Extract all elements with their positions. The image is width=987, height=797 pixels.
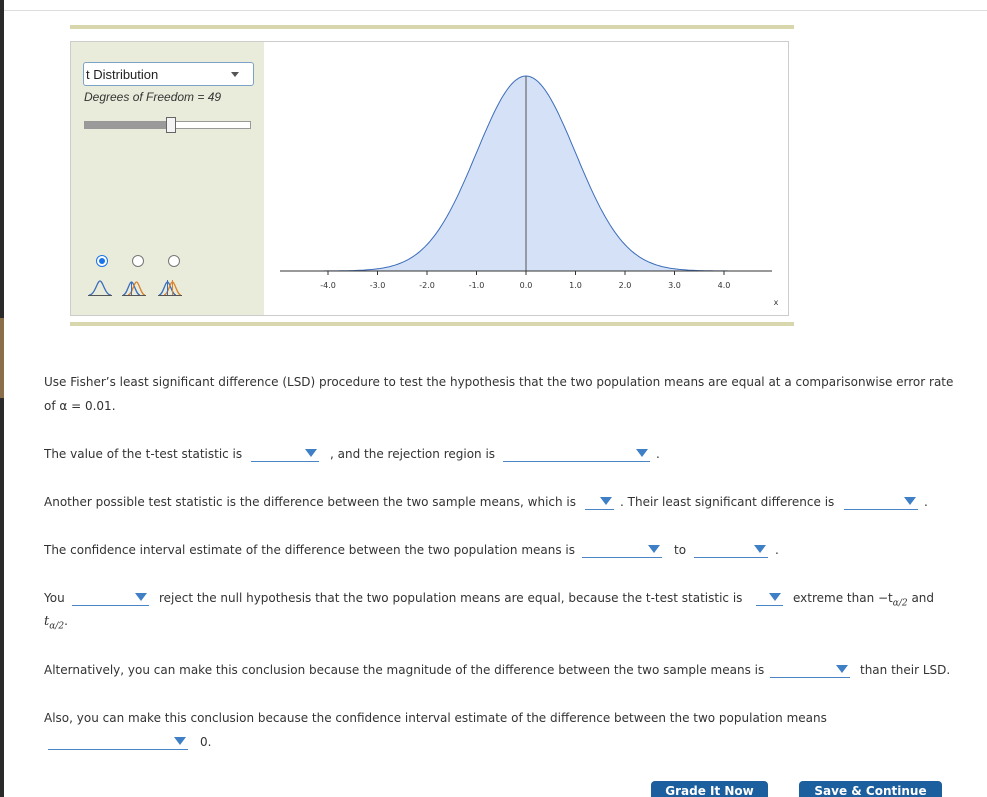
- single-curve-icon: [88, 279, 112, 297]
- more-less-extreme-dropdown[interactable]: [756, 590, 783, 606]
- confidence-interval-text: The confidence interval estimate of the difference between the two population means is: [44, 543, 576, 557]
- lsd-dropdown[interactable]: [844, 494, 918, 510]
- x-axis-ticks: [320, 271, 730, 290]
- dropdown-arrow-icon: [174, 737, 186, 745]
- reject-text: reject the null hypothesis that the two population means are equal, because the t-test statistic is: [159, 591, 743, 605]
- x-tick-label: -3.0: [369, 281, 386, 290]
- rejection-region-dropdown[interactable]: [503, 446, 650, 462]
- alternative-conclusion-text: Alternatively, you can make this conclusion because the magnitude of the difference between the two sample means is: [44, 663, 765, 677]
- applet-top-bar: [70, 25, 794, 29]
- ci-lower-dropdown[interactable]: [582, 542, 662, 558]
- applet-body: [70, 41, 789, 316]
- critical-value-text: [793, 591, 934, 608]
- mean-difference-text: Another possible test statistic is the difference between the two sample means, which is: [44, 495, 577, 509]
- slider-thumb[interactable]: [166, 117, 176, 133]
- degrees-of-freedom-slider[interactable]: [84, 121, 251, 129]
- period-text: .: [775, 543, 779, 557]
- to-text: to: [674, 543, 687, 557]
- dropdown-arrow-icon: [135, 593, 147, 601]
- period-text: .: [64, 614, 68, 628]
- t-stat-dropdown[interactable]: [251, 446, 319, 462]
- zero-text: 0.: [200, 735, 212, 749]
- dropdown-arrow-icon: [305, 449, 317, 457]
- greater-less-dropdown[interactable]: [770, 662, 850, 678]
- x-tick-label: 0.0: [519, 281, 533, 290]
- x-tick-label: 1.0: [569, 281, 582, 290]
- mean-difference-dropdown[interactable]: [585, 494, 614, 510]
- distribution-applet: [70, 25, 794, 327]
- period-text: .: [924, 495, 928, 509]
- alpha-half-subscript: α/2: [49, 621, 65, 632]
- dropdown-arrow-icon: [754, 545, 766, 553]
- slider-fill: [85, 122, 170, 128]
- intro-line-1: Use Fisher’s least significant difference (LSD) procedure to test the hypothesis that the two population means are equal at a comparisonwise error rate: [44, 375, 954, 389]
- x-tick-label: 4.0: [717, 281, 731, 290]
- intro-line-2: of α = 0.01.: [44, 399, 116, 413]
- left-window-edge-accent: [0, 318, 4, 398]
- you-text: You: [44, 591, 65, 605]
- distribution-select-label: t Distribution: [86, 67, 159, 82]
- top-divider: [4, 10, 987, 11]
- two-curve-icon: [122, 279, 146, 297]
- t-stat-text: The value of the t-test statistic is: [44, 447, 243, 461]
- distribution-plot: [265, 42, 788, 315]
- mode-radio-two-tail[interactable]: [132, 255, 144, 267]
- x-tick-label: -4.0: [320, 281, 336, 290]
- control-panel: [71, 42, 264, 315]
- lsd-text: . Their least significant difference is: [620, 495, 835, 509]
- dropdown-arrow-icon: [769, 593, 781, 601]
- also-conclusion-text: Also, you can make this conclusion because the confidence interval estimate of the difference between the two population means: [44, 711, 827, 725]
- degrees-of-freedom-label: Degrees of Freedom = 49: [84, 90, 222, 104]
- mode-radio-interval[interactable]: [168, 255, 180, 267]
- ci-upper-dropdown[interactable]: [694, 542, 768, 558]
- interval-curve-icon: [158, 279, 182, 297]
- applet-bottom-bar: [70, 322, 794, 326]
- dropdown-arrow-icon: [636, 449, 648, 457]
- x-tick-label: 2.0: [618, 281, 632, 290]
- distribution-select[interactable]: [83, 62, 254, 86]
- save-continue-button[interactable]: Save & Continue: [799, 781, 942, 797]
- dropdown-arrow-icon: [600, 497, 612, 505]
- contains-dropdown[interactable]: [48, 734, 188, 750]
- dropdown-arrow-icon: [904, 497, 916, 505]
- period-text: .: [656, 447, 660, 461]
- x-tick-label: -1.0: [468, 281, 485, 290]
- dropdown-arrow-icon: [648, 545, 660, 553]
- extreme-text: extreme than −t: [793, 591, 893, 605]
- t-alpha-text: [44, 614, 68, 631]
- alpha-half-subscript: α/2: [892, 598, 908, 609]
- dropdown-arrow-icon: [836, 665, 848, 673]
- left-window-edge: [0, 0, 4, 797]
- and-text: and: [911, 591, 935, 605]
- grade-it-now-button[interactable]: Grade It Now: [651, 781, 768, 797]
- rejection-region-text: , and the rejection region is: [330, 447, 496, 461]
- mode-radio-one-tail[interactable]: [96, 255, 108, 267]
- t-symbol: t: [44, 614, 50, 629]
- than-lsd-text: than their LSD.: [860, 663, 951, 677]
- chevron-down-icon: [231, 72, 239, 77]
- x-tick-label: -2.0: [419, 281, 435, 290]
- x-axis-label: x: [773, 298, 779, 307]
- reject-decision-dropdown[interactable]: [72, 590, 149, 606]
- x-tick-label: 3.0: [668, 281, 681, 290]
